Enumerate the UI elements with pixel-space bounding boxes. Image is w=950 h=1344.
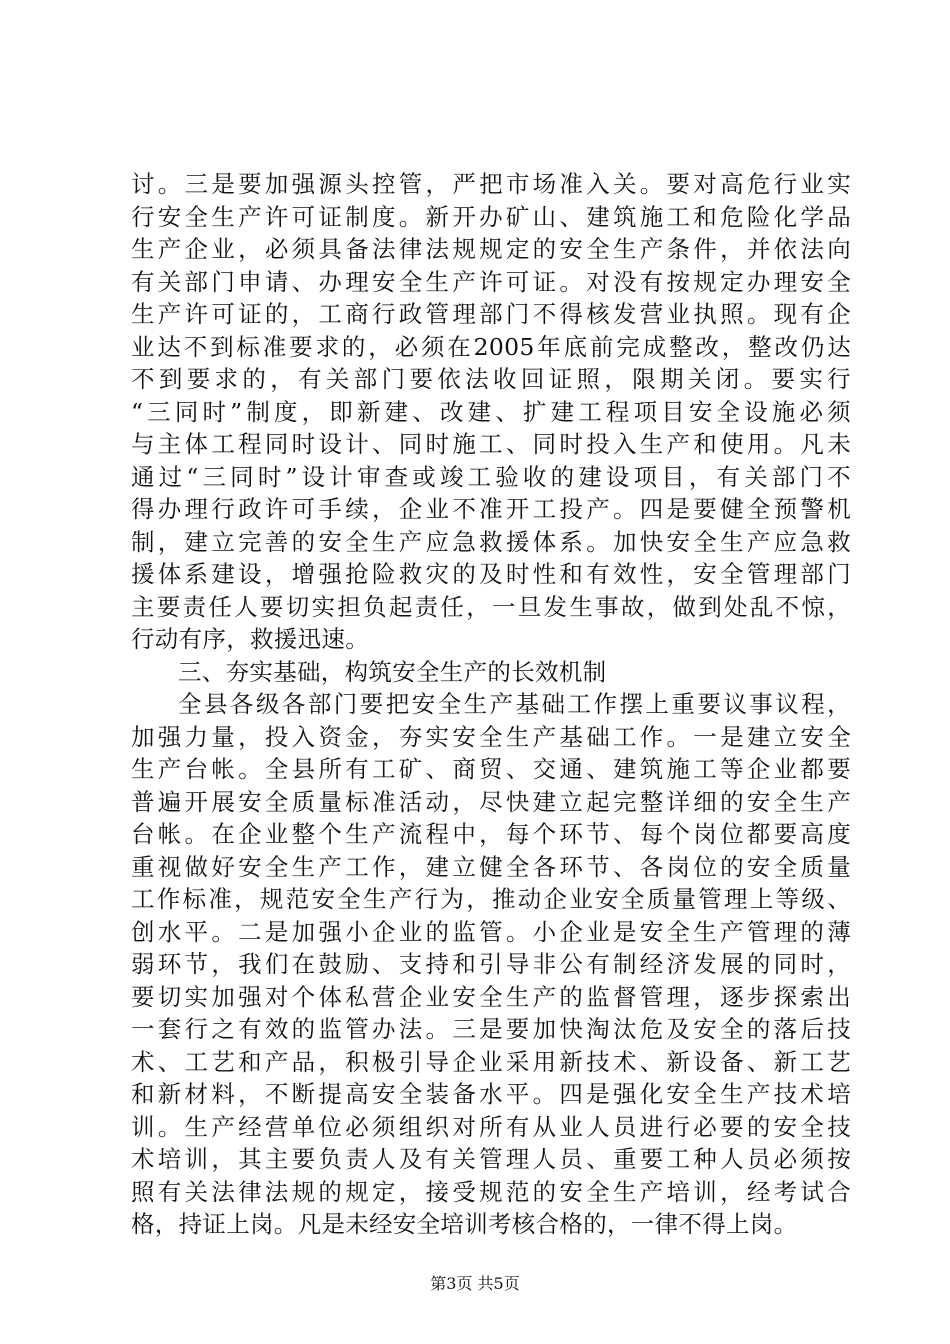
text-line: 照有关法律法规的规定，接受规范的安全生产培训，经考试合 [131,1177,851,1206]
text-line: 行动有序，救援迅速。 [131,625,369,653]
text-line: 生产许可证的，工商行政管理部门不得核发营业执照。现有企 [131,300,851,328]
text-line: 格，持证上岗。凡是未经安全培训考核合格的，一律不得上岗。 [131,1210,798,1238]
text-line: 术、工艺和产品，积极引导企业采用新技术、新设备、新工艺 [131,1047,851,1076]
text-line: 讨。三是要加强源头控管，严把市场准入关。要对高危行业实 [131,170,851,198]
text-line: 有关部门申请、办理安全生产许可证。对没有按规定办理安全 [131,267,851,296]
text-line: 加强力量，投入资金，夯实安全生产基础工作。一是建立安全 [131,722,851,751]
text-line: 一套行之有效的监管办法。三是要加快淘汰危及安全的落后技 [131,1015,851,1043]
text-line: 和新材料，不断提高安全装备水平。四是强化安全生产技术培 [131,1080,851,1108]
text-line: 不到要求的，有关部门要依法收回证照，限期关闭。要实行 [131,365,851,393]
text-line: 要切实加强对个体私营企业安全生产的监督管理，逐步探索出 [131,982,851,1011]
text-line: 与主体工程同时设计、同时施工、同时投入生产和使用。凡未 [131,430,851,458]
text-line: 援体系建设，增强抢险救灾的及时性和有效性，安全管理部门 [131,560,851,588]
text-line: 主要责任人要切实担负起责任，一旦发生事故，做到处乱不惊， [131,592,851,621]
text-line: 通过“三同时”设计审查或竣工验收的建设项目，有关部门不 [131,462,851,491]
text-line: 创水平。二是加强小企业的监管。小企业是安全生产管理的薄 [131,917,851,946]
text-line: 工作标准，规范安全生产行为，推动企业安全质量管理上等级、 [131,885,851,913]
text-line: 制，建立完善的安全生产应急救援体系。加快安全生产应急救 [131,527,851,556]
section-heading: 三、夯实基础，构筑安全生产的长效机制 [178,657,607,686]
text-line: 得办理行政许可手续，企业不准开工投产。四是要健全预警机 [131,495,851,523]
text-line: 术培训，其主要负责人及有关管理人员、重要工种人员必须按 [131,1145,851,1173]
text-line: 全县各级各部门要把安全生产基础工作摆上重要议事议程， [178,690,851,718]
text-line: 台帐。在企业整个生产流程中，每个环节、每个岗位都要高度 [131,820,851,848]
text-line: 弱环节，我们在鼓励、支持和引导非公有制经济发展的同时， [131,950,851,978]
text-line: “三同时”制度，即新建、改建、扩建工程项目安全设施必须 [131,397,851,426]
document-body [131,168,851,1241]
text-line: 业达不到标准要求的，必须在2005年底前完成整改，整改仍达 [131,332,851,361]
text-line: 普遍开展安全质量标准活动，尽快建立起完整详细的安全生产 [131,787,851,816]
text-line: 生产企业，必须具备法律法规规定的安全生产条件，并依法向 [131,235,851,263]
page-number-footer: 第3页 共5页 [430,1274,520,1293]
text-line: 行安全生产许可证制度。新开办矿山、建筑施工和危险化学品 [131,202,851,231]
text-line: 生产台帐。全县所有工矿、商贸、交通、建筑施工等企业都要 [131,755,851,783]
text-line: 训。生产经营单位必须组织对所有从业人员进行必要的安全技 [131,1112,851,1141]
text-line: 重视做好安全生产工作，建立健全各环节、各岗位的安全质量 [131,852,851,881]
